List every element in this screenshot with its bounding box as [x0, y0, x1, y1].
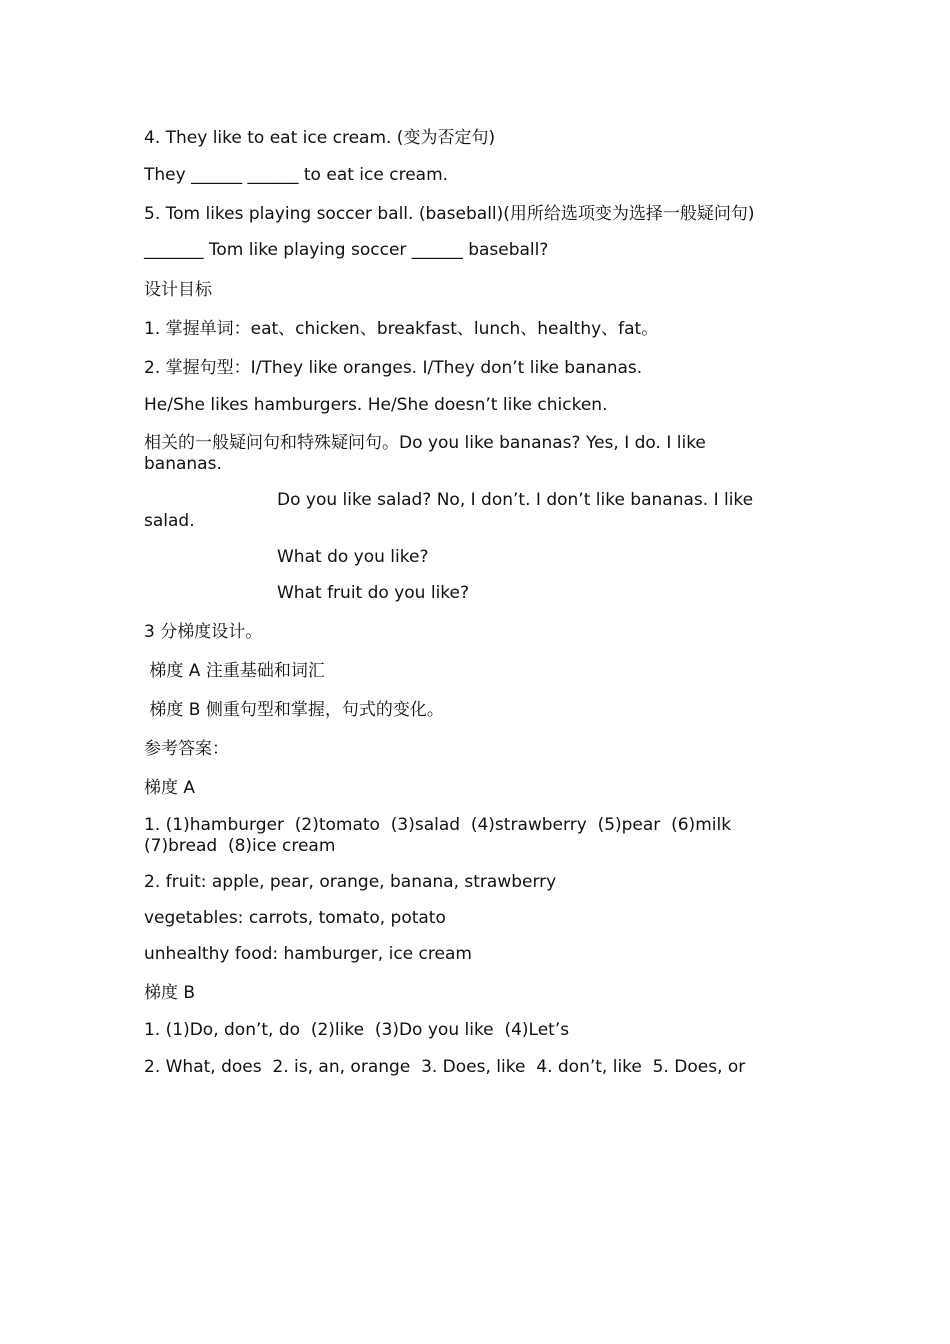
- goal-questions-example-3: What fruit do you like?: [277, 583, 470, 603]
- answers-heading: 参考答案：: [144, 739, 229, 759]
- gradient-b-description: 梯度 B 侧重句型和掌握，句式的变化。: [144, 700, 444, 720]
- goal-questions-example-2: What do you like?: [277, 547, 429, 567]
- answers-b-1: 1. (1)Do, don’t, do (2)like (3)Do you like (4)Let’s: [144, 1020, 570, 1040]
- exercise-4-blank: They ______ ______ to eat ice cream.: [144, 165, 449, 185]
- design-goals-heading: 设计目标: [144, 280, 212, 300]
- answers-a-2: 2. fruit: apple, pear, orange, banana, strawberry: [144, 872, 557, 892]
- exercise-5-blank: _______ Tom like playing soccer ______ baseball?: [144, 240, 549, 260]
- exercise-4-prompt: 4. They like to eat ice cream. (变为否定句): [144, 128, 496, 148]
- answers-gradient-a-heading: 梯度 A: [144, 778, 196, 798]
- goal-questions: 相关的一般疑问句和特殊疑问句。Do you like bananas? Yes, I do. I like bananas.: [144, 433, 712, 474]
- gradient-design-heading: 3 分梯度设计。: [144, 622, 263, 642]
- answers-a-vegetables: vegetables: carrots, tomato, potato: [144, 908, 446, 928]
- gradient-a-description: 梯度 A 注重基础和词汇: [144, 661, 325, 681]
- answers-a-1: 1. (1)hamburger (2)tomato (3)salad (4)strawberry (5)pear (6)milk (7)bread (8)ice cream: [144, 815, 742, 856]
- goal-vocabulary: 1. 掌握单词：eat、chicken、breakfast、lunch、healthy、fat。: [144, 319, 659, 339]
- goal-questions-example-1: Do you like salad? No, I don’t. I don’t like bananas. I like salad.: [144, 490, 759, 531]
- goal-sentence-patterns: 2. 掌握句型：I/They like oranges. I/They don’t like bananas.: [144, 358, 643, 378]
- goal-sentence-patterns-2: He/She likes hamburgers. He/She doesn’t like chicken.: [144, 395, 608, 415]
- answers-gradient-b-heading: 梯度 B: [144, 983, 196, 1003]
- answers-b-2: 2. What, does 2. is, an, orange 3. Does, like 4. don’t, like 5. Does, or: [144, 1057, 746, 1077]
- exercise-5-prompt: 5. Tom likes playing soccer ball. (baseball)(用所给选项变为选择一般疑问句): [144, 204, 755, 224]
- answers-a-unhealthy: unhealthy food: hamburger, ice cream: [144, 944, 472, 964]
